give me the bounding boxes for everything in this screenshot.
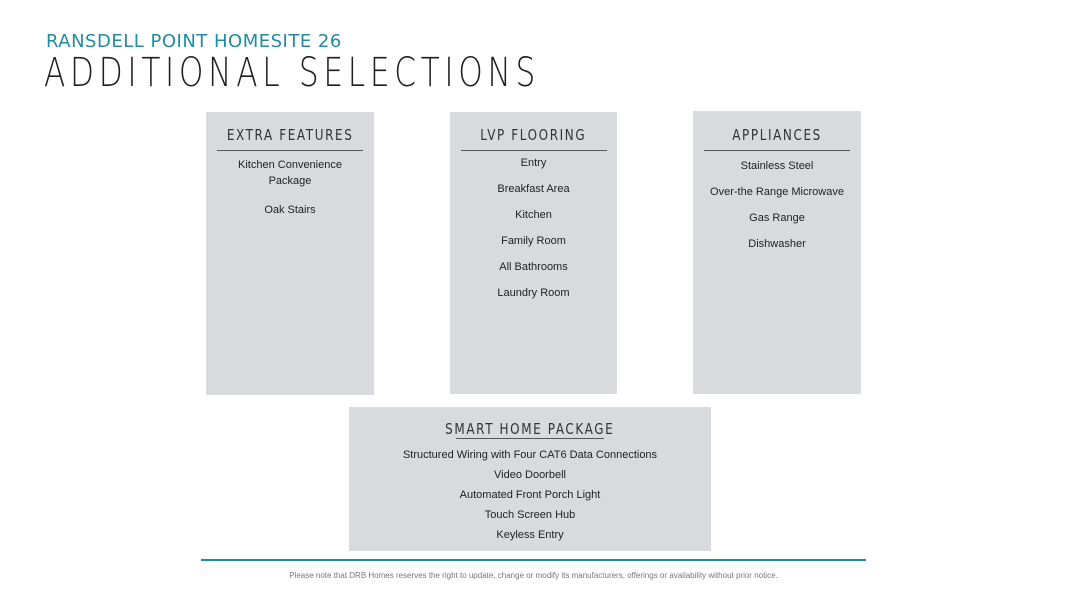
project-subtitle: RANSDELL POINT HOMESITE 26: [46, 31, 342, 52]
smart-home-divider: [456, 438, 604, 439]
disclaimer-note: Please note that DRB Homes reserves the right to update, change or modify its manufacturers, offerings or availability without prior notice.: [289, 571, 778, 580]
extra-features-panel: [206, 112, 374, 395]
extra-features-item: Package: [268, 175, 312, 187]
appliances-item: Gas Range: [749, 212, 805, 224]
lvp-flooring-item: Kitchen: [515, 209, 552, 221]
appliances-item: Stainless Steel: [740, 160, 814, 172]
lvp-flooring-panel: [450, 112, 617, 394]
page-title: ADDITIONAL SELECTIONS: [44, 50, 541, 96]
smart-home-panel: [349, 407, 711, 551]
lvp-flooring-item: Laundry Room: [497, 287, 570, 299]
lvp-flooring-divider: [461, 150, 607, 151]
lvp-flooring-item: Breakfast Area: [497, 183, 570, 195]
smart-home-item: Structured Wiring with Four CAT6 Data Connections: [402, 449, 658, 461]
extra-features-title: EXTRA FEATURES: [226, 126, 354, 144]
lvp-flooring-title: LVP FLOORING: [480, 126, 587, 144]
extra-features-item: Kitchen Convenience: [238, 159, 342, 171]
lvp-flooring-item: All Bathrooms: [499, 261, 568, 273]
smart-home-item: Automated Front Porch Light: [459, 489, 601, 501]
appliances-item: Over-the Range Microwave: [710, 186, 844, 198]
lvp-flooring-item: Entry: [520, 157, 547, 169]
smart-home-item: Keyless Entry: [496, 529, 564, 541]
extra-features-divider: [217, 150, 363, 151]
appliances-item: Dishwasher: [748, 238, 806, 250]
smart-home-item: Video Doorbell: [494, 469, 566, 481]
appliances-title: APPLIANCES: [732, 126, 822, 144]
appliances-divider: [704, 150, 850, 151]
smart-home-item: Touch Screen Hub: [484, 509, 576, 521]
appliances-panel: [693, 111, 861, 394]
footer-divider: [201, 559, 866, 561]
extra-features-item: Oak Stairs: [264, 204, 316, 216]
lvp-flooring-item: Family Room: [501, 235, 566, 247]
smart-home-title: SMART HOME PACKAGE: [445, 420, 615, 438]
